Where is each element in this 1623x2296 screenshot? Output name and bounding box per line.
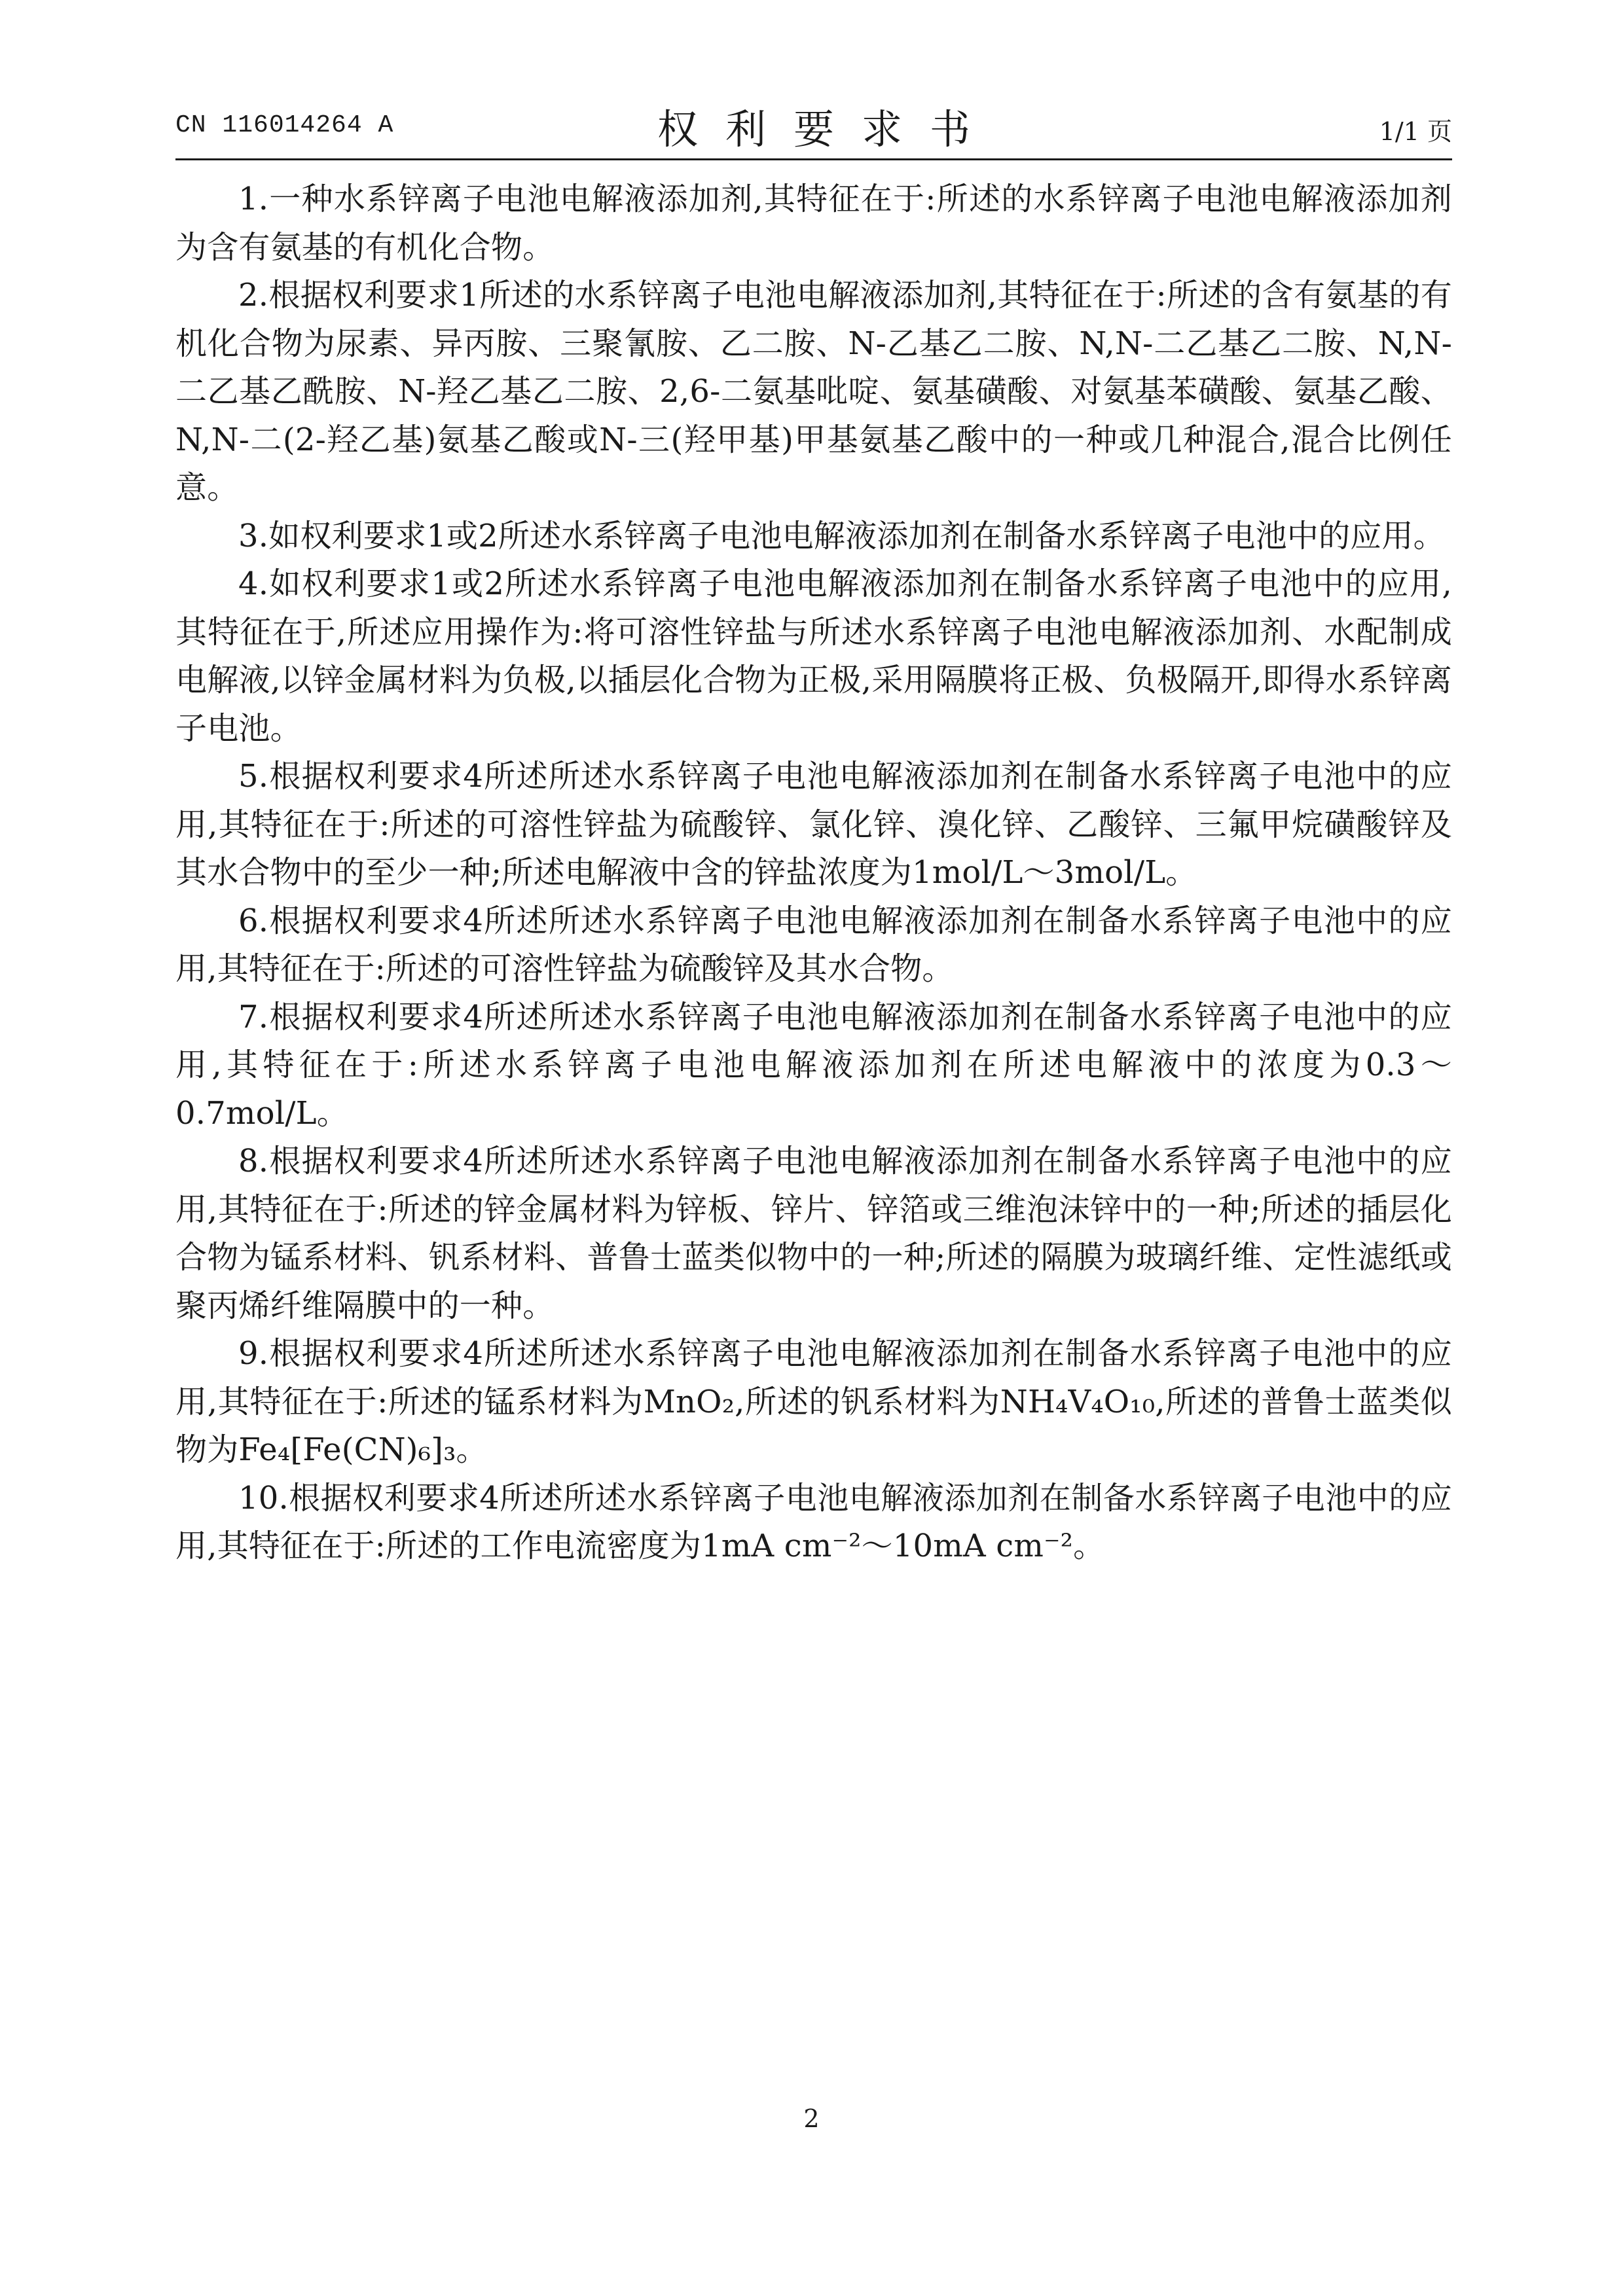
footer-page-number: 2 [803, 2104, 820, 2133]
claim-2: 2.根据权利要求1所述的水系锌离子电池电解液添加剂,其特征在于:所述的含有氨基的有机化合物为尿素、异丙胺、三聚氰胺、乙二胺、N-乙基乙二胺、N,N-二乙基乙二胺、N,N-二乙基乙酰胺、N-羟乙基乙二胺、2,6-二氨基吡啶、氨基磺酸、对氨基苯磺酸、氨基乙酸、N,N-二(2-羟乙基)氨基乙酸或N-三(羟甲基)甲基氨基乙酸中的一种或几种混合,混合比例任意。 [175, 277, 1452, 506]
claim-8: 8.根据权利要求4所述所述水系锌离子电池电解液添加剂在制备水系锌离子电池中的应用,其特征在于:所述的锌金属材料为锌板、锌片、锌箔或三维泡沫锌中的一种;所述的插层化合物为锰系材料、钒系材料、普鲁士蓝类似物中的一种;所述的隔膜为玻璃纤维、定性滤纸或聚丙烯纤维隔膜中的一种。 [175, 1143, 1452, 1324]
document-header [175, 97, 1452, 156]
document-title: 权利要求书 [657, 105, 998, 153]
header-divider [175, 158, 1452, 160]
claim-9: 9.根据权利要求4所述所述水系锌离子电池电解液添加剂在制备水系锌离子电池中的应用,其特征在于:所述的锰系材料为MnO₂,所述的钒系材料为NH₄V₄O₁₀,所述的普鲁士蓝类似物为Fe₄[Fe(CN)₆]₃。 [175, 1335, 1452, 1468]
claim-1: 1.一种水系锌离子电池电解液添加剂,其特征在于:所述的水系锌离子电池电解液添加剂为含有氨基的有机化合物。 [175, 181, 1452, 266]
claim-7: 7.根据权利要求4所述所述水系锌离子电池电解液添加剂在制备水系锌离子电池中的应用,其特征在于:所述水系锌离子电池电解液添加剂在所述电解液中的浓度为0.3～0.7mol/L。 [175, 998, 1452, 1132]
patent-number: CN 116014264 A [175, 111, 394, 139]
claim-6: 6.根据权利要求4所述所述水系锌离子电池电解液添加剂在制备水系锌离子电池中的应用,其特征在于:所述的可溶性锌盐为硫酸锌及其水合物。 [175, 902, 1452, 987]
claim-5: 5.根据权利要求4所述所述水系锌离子电池电解液添加剂在制备水系锌离子电池中的应用,其特征在于:所述的可溶性锌盐为硫酸锌、氯化锌、溴化锌、乙酸锌、三氟甲烷磺酸锌及其水合物中的至少一种;所述电解液中含的锌盐浓度为1mol/L～3mol/L。 [175, 758, 1452, 891]
page-indicator: 1/1 页 [1379, 117, 1452, 146]
claim-3: 3.如权利要求1或2所述水系锌离子电池电解液添加剂在制备水系锌离子电池中的应用。 [238, 517, 1445, 554]
claims-body [175, 175, 1452, 1571]
claim-4: 4.如权利要求1或2所述水系锌离子电池电解液添加剂在制备水系锌离子电池中的应用,其特征在于,所述应用操作为:将可溶性锌盐与所述水系锌离子电池电解液添加剂、水配制成电解液,以锌金属材料为负极,以插层化合物为正极,采用隔膜将正极、负极隔开,即得水系锌离子电池。 [175, 565, 1452, 747]
claim-10: 10.根据权利要求4所述所述水系锌离子电池电解液添加剂在制备水系锌离子电池中的应用,其特征在于:所述的工作电流密度为1mA cm⁻²～10mA cm⁻²。 [175, 1479, 1452, 1564]
